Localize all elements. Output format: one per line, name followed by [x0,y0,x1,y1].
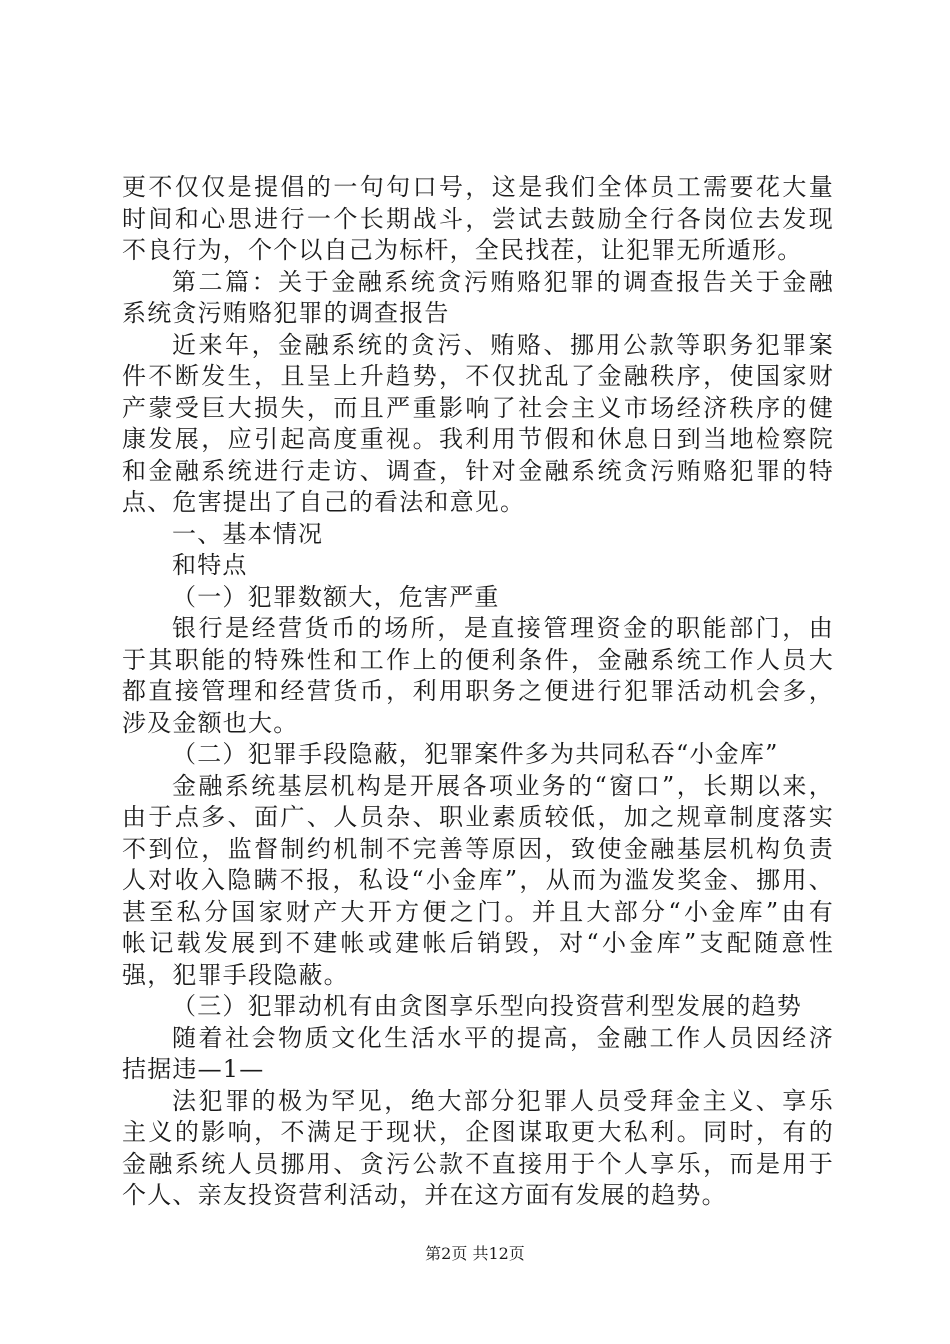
text-line: 近来年，金融系统的贪污、贿赂、挪用公款等职务犯罪案 [172,330,834,359]
text-line: 个人、亲友投资营利活动，并在这方面有发展的趋势。 [122,1181,727,1209]
text-line: 第二篇：关于金融系统贪污贿赂犯罪的调查报告关于金融 [172,267,834,296]
text-line: 于其职能的特殊性和工作上的便利条件，金融系统工作人员大 [122,645,834,674]
text-line: 帐记载发展到不建帐或建帐后销毁，对“小金库”支配随意性 [122,929,834,957]
text-line: 点、危害提出了自己的看法和意见。 [122,488,526,516]
text-line: 都直接管理和经营货币，利用职务之便进行犯罪活动机会多， [122,677,834,705]
text-line: 一、基本情况 [172,519,324,548]
text-line: 金融系统基层机构是开展各项业务的“窗口”，长期以来， [172,771,834,800]
text-line: 和金融系统进行走访、调查，针对金融系统贪污贿赂犯罪的特 [122,456,834,485]
text-line: 银行是经营货币的场所，是直接管理资金的职能部门，由 [172,614,834,642]
text-line: 金融系统人员挪用、贪污公款不直接用于个人享乐，而是用于 [122,1149,834,1178]
text-line: 更不仅仅是提倡的一句句口号，这是我们全体员工需要花大量 [122,173,834,201]
text-line: 法犯罪的极为罕见，绝大部分犯罪人员受拜金主义、享乐 [172,1086,834,1115]
text-line: （三）犯罪动机有由贪图享乐型向投资营利型发展的趋势 [172,992,802,1020]
text-line: 主义的影响，不满足于现状，企图谋取更大私利。同时，有的 [122,1118,834,1146]
text-line: 系统贪污贿赂犯罪的调查报告 [122,299,450,327]
page-footer: 第2页 共12页 [425,1244,525,1263]
text-line: 不到位，监督制约机制不完善等原因，致使金融基层机构负责 [122,834,834,863]
text-line: 强，犯罪手段隐蔽。 [122,960,349,989]
text-line: 不良行为，个个以自己为标杆，全民找茬，让犯罪无所遁形。 [122,236,803,264]
text-line: 产蒙受巨大损失，而且严重影响了社会主义市场经济秩序的健 [122,393,834,422]
text-line: （一）犯罪数额大，危害严重 [172,582,500,611]
text-line: 人对收入隐瞒不报，私设“小金库”，从而为滥发奖金、挪用、 [122,866,834,894]
text-line: 件不断发生，且呈上升趋势，不仅扰乱了金融秩序，使国家财 [122,362,834,390]
text-line: 由于点多、面广、人员杂、职业素质较低，加之规章制度落实 [122,803,834,831]
text-line: 拮据违—1— [122,1055,265,1083]
text-line: 康发展，应引起高度重视。我利用节假和休息日到当地检察院 [122,425,834,453]
text-line: 甚至私分国家财产大开方便之门。并且大部分“小金库”由有 [122,897,834,926]
text-line: 随着社会物质文化生活水平的提高，金融工作人员因经济 [172,1023,834,1052]
text-line: 时间和心思进行一个长期战斗，尝试去鼓励全行各岗位去发现 [122,204,834,233]
text-line: （二）犯罪手段隐蔽，犯罪案件多为共同私吞“小金库” [172,740,779,768]
document-body [122,172,834,1212]
text-line: 涉及金额也大。 [122,708,299,737]
text-line: 和特点 [172,551,248,579]
